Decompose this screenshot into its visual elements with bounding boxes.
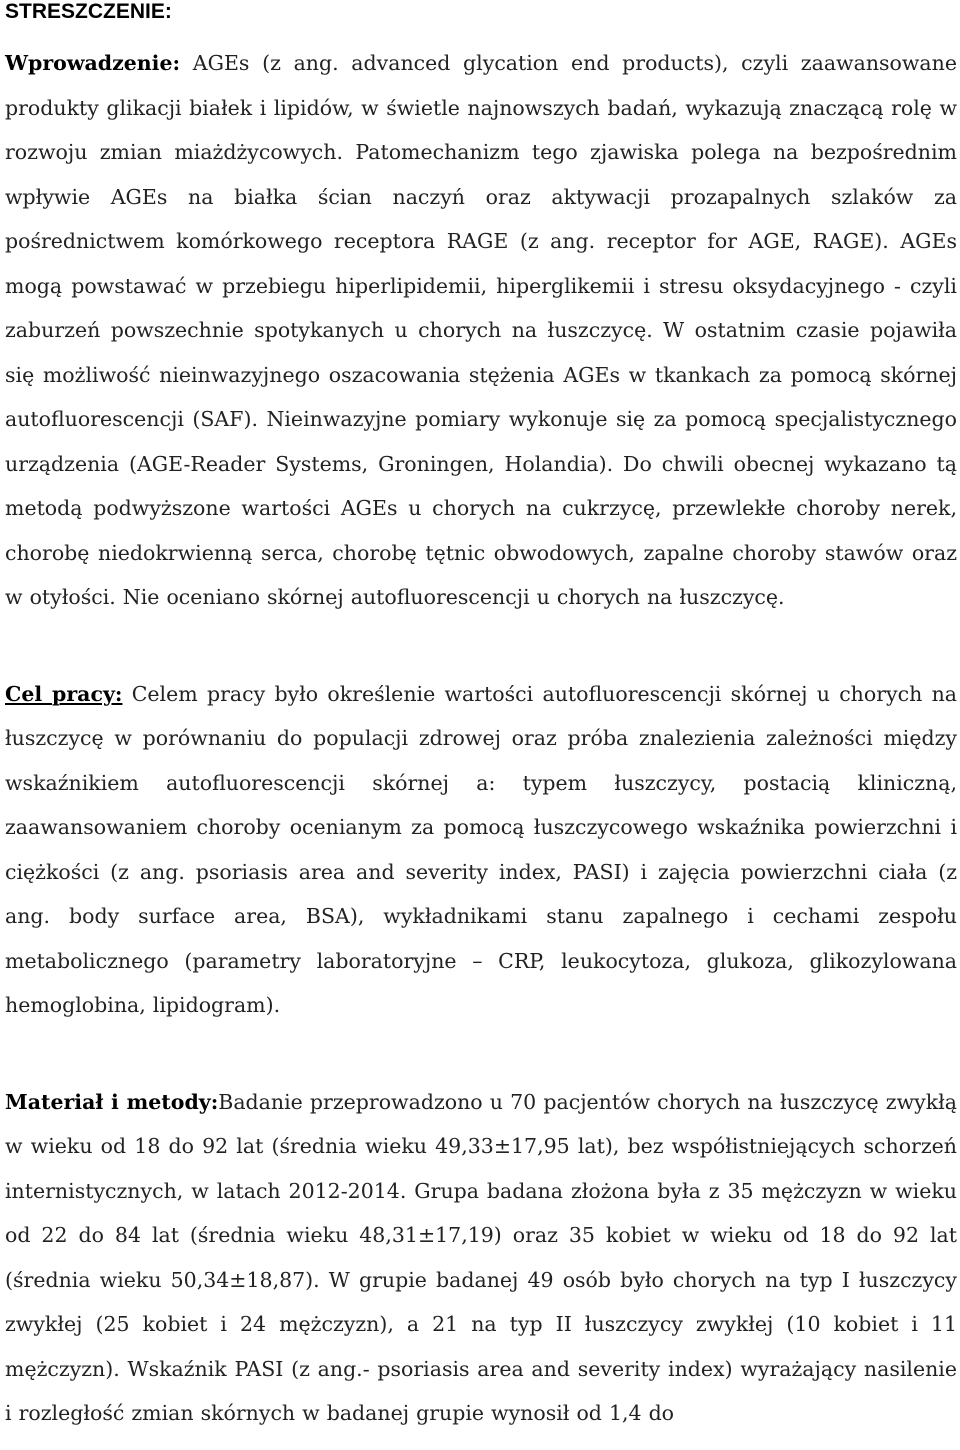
section-aim-label: Cel pracy: <box>5 681 123 706</box>
abstract-page <box>5 0 957 1436</box>
section-methods-text: Badanie przeprowadzono u 70 pacjentów chorych na łuszczycę zwykłą w wieku od 18 do 92 lat (średnia wieku 49,33±17,95 lat), bez współistniejących schorzeń internistycznych, w latach 2012-2014. Grupa badana złożona była z 35 mężczyzn w wieku od 22 do 84 lat (średnia wieku 48,31±17,19) oraz 35 kobiet w wieku od 18 do 92 lat (średnia wieku 50,34±18,87). W grupie badanej 49 osób było chorych na typ I łuszczycy zwykłej (25 kobiet i 24 mężczyzn), a 21 na typ II łuszczycy zwykłej (10 kobiet i 11 mężczyzn). Wskaźnik PASI (z ang.- psoriasis area and severity index) wyrażający nasilenie i rozległość zmian skórnych w badanej grupie wynosił od 1,4 do <box>5 1089 957 1425</box>
abstract-heading: STRESZCZENIE: <box>5 0 172 23</box>
section-introduction-label: Wprowadzenie: <box>5 51 181 75</box>
section-methods <box>5 1080 957 1436</box>
section-methods-label: Materiał i metody: <box>5 1089 219 1114</box>
section-aim-text: Celem pracy było określenie wartości autofluorescencji skórnej u chorych na łuszczycę w porównaniu do populacji zdrowej oraz próba znalezienia zależności między wskaźnikiem autofluorescencji skórnej a: typem łuszczycy, postacią kliniczną, zaawansowaniem choroby ocenianym za pomocą łuszczycowego wskaźnika powierzchni i ciężkości (z ang. psoriasis area and severity index, PASI) i zajęcia powierzchni ciała (z ang. body surface area, BSA), wykładnikami stanu zapalnego i cechami zespołu metabolicznego (parametry laboratoryjne – CRP, leukocytoza, glukoza, glikozylowana hemoglobina, lipidogram). <box>5 681 957 1017</box>
section-aim <box>5 672 957 1028</box>
section-introduction <box>5 41 957 620</box>
section-introduction-text: AGEs (z ang. advanced glycation end products), czyli zaawansowane produkty glikacji białek i lipidów, w świetle najnowszych badań, wykazują znaczącą rolę w rozwoju zmian miażdżycowych. Patomechanizm tego zjawiska polega na bezpośrednim wpływie AGEs na białka ścian naczyń oraz aktywacji prozapalnych szlaków za pośrednictwem komórkowego receptora RAGE (z ang. receptor for AGE, RAGE). AGEs mogą powstawać w przebiegu hiperlipidemii, hiperglikemii i stresu oksydacyjnego - czyli zaburzeń powszechnie spotykanych u chorych na łuszczycę. W ostatnim czasie pojawiła się możliwość nieinwazyjnego oszacowania stężenia AGEs w tkankach za pomocą skórnej autofluorescencji (SAF). Nieinwazyjne pomiary wykonuje się za pomocą specjalistycznego urządzenia (AGE-Reader Systems, Groningen, Holandia). Do chwili obecnej wykazano tą metodą podwyższone wartości AGEs u chorych na cukrzycę, przewlekłe choroby nerek, chorobę niedokrwienną serca, chorobę tętnic obwodowych, zapalne choroby stawów oraz w otyłości. Nie oceniano skórnej autofluorescencji u chorych na łuszczycę. <box>5 51 957 609</box>
